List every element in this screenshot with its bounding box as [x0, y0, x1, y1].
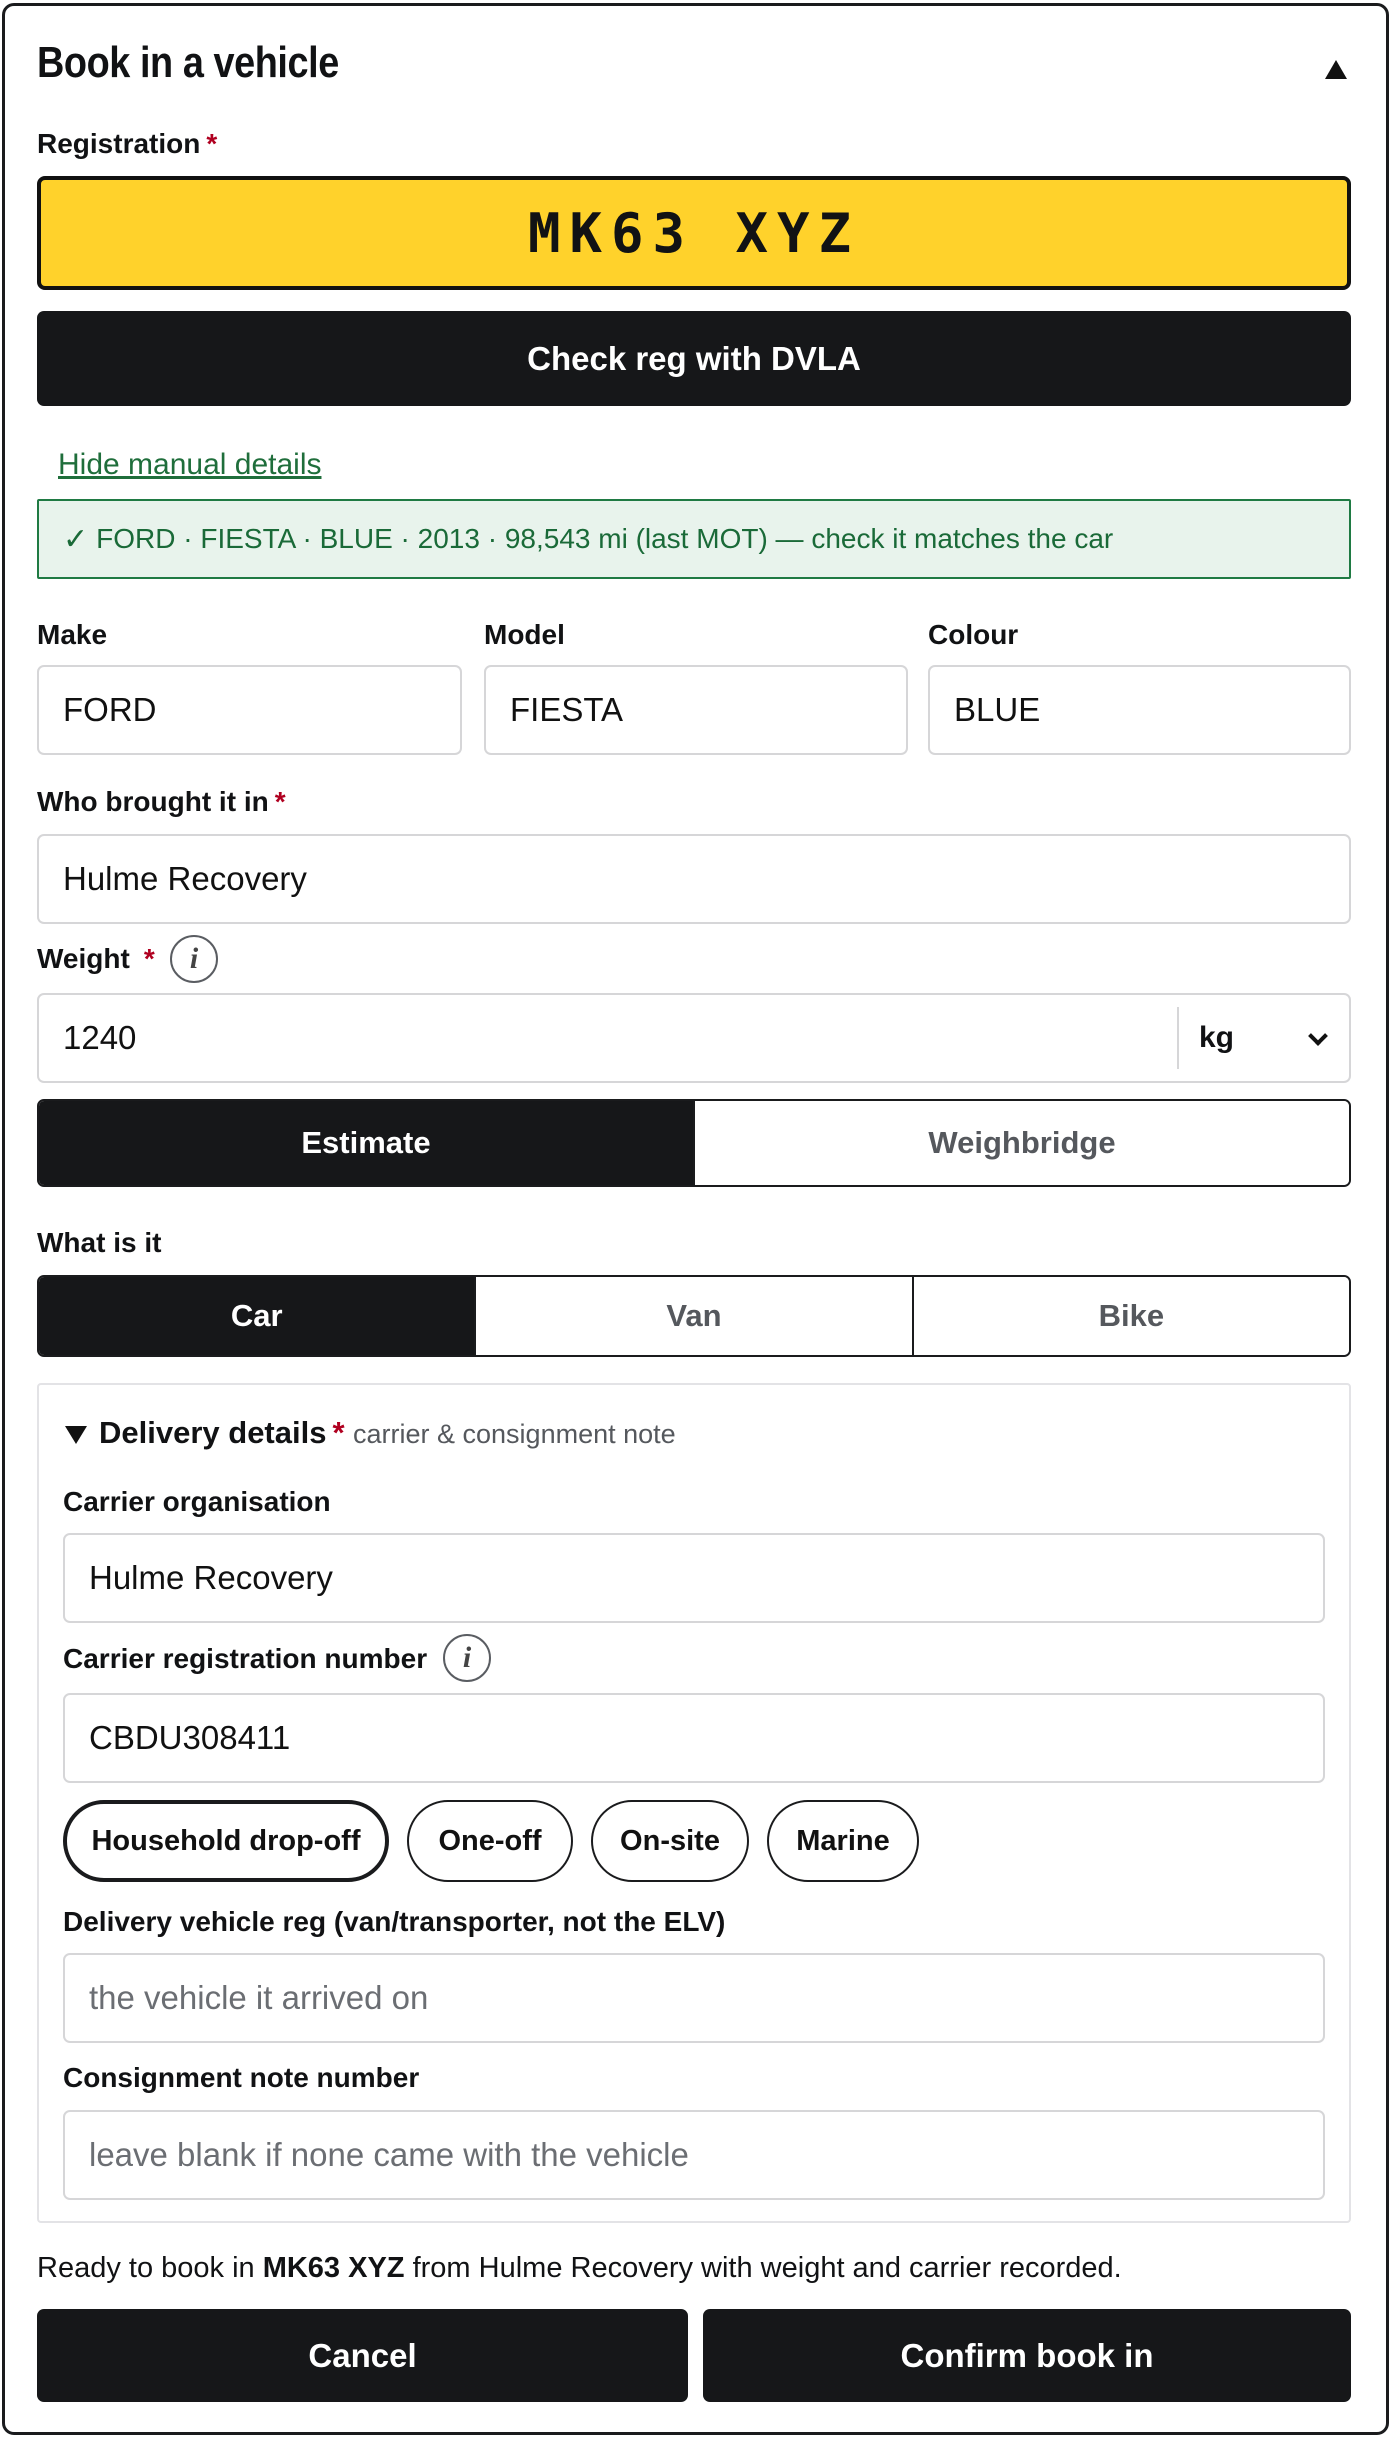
expand-triangle-icon[interactable]	[65, 1426, 87, 1444]
cancel-button[interactable]: Cancel	[37, 2309, 688, 2402]
brought-in-label-text: Who brought it in	[37, 786, 269, 817]
delivery-subtitle: carrier & consignment note	[353, 1419, 676, 1449]
registration-label-text: Registration	[37, 128, 201, 159]
collapse-arrow-icon[interactable]	[1321, 56, 1351, 86]
hide-manual-details-link[interactable]: Hide manual details	[58, 448, 322, 481]
dvla-result-text: FORD · FIESTA · BLUE · 2013 · 98,543 mi (last MOT) — check it matches the car	[96, 523, 1114, 554]
booking-summary	[37, 2252, 1122, 2285]
carrier-org-input[interactable]	[63, 1533, 1325, 1623]
delivery-details-panel	[37, 1383, 1351, 2223]
weight-label-text: Weight	[37, 943, 130, 974]
delivery-reg-label: Delivery vehicle reg (van/transporter, not the ELV)	[63, 1906, 726, 1937]
make-input[interactable]	[37, 665, 462, 755]
type-label: What is it	[37, 1227, 162, 1258]
summary-reg: MK63 XYZ	[262, 2252, 405, 2284]
method-estimate[interactable]: Estimate	[39, 1101, 695, 1185]
make-label: Make	[37, 619, 108, 650]
dvla-result-banner	[37, 499, 1351, 579]
model-label: Model	[484, 619, 565, 650]
brought-in-label	[37, 786, 286, 818]
weight-info-icon[interactable]: i	[170, 935, 218, 983]
unit-select[interactable]	[1199, 995, 1339, 1081]
consignment-label: Consignment note number	[63, 2062, 420, 2093]
carrier-type-household[interactable]: Household drop-off	[63, 1800, 389, 1882]
check-icon: ✓	[63, 522, 89, 556]
delivery-reg-input[interactable]	[63, 1953, 1325, 2043]
summary-prefix: Ready to book in	[37, 2252, 263, 2284]
divider	[1177, 1007, 1179, 1069]
weight-input[interactable]	[39, 995, 1179, 1081]
carrier-type-on-site[interactable]: On-site	[591, 1800, 749, 1882]
carrier-reg-input[interactable]	[63, 1693, 1325, 1783]
required-mark: *	[143, 943, 155, 974]
carrier-type-one-off[interactable]: One-off	[407, 1800, 573, 1882]
carrier-reg-info-icon[interactable]: i	[443, 1634, 491, 1682]
registration-label	[37, 128, 217, 160]
colour-label: Colour	[928, 619, 1019, 650]
header	[37, 38, 1351, 98]
brought-in-input[interactable]	[37, 834, 1351, 924]
page-title: Book in a vehicle	[37, 38, 339, 87]
consignment-input[interactable]	[63, 2110, 1325, 2200]
colour-input[interactable]	[928, 665, 1351, 755]
carrier-org-label: Carrier organisation	[63, 1486, 331, 1517]
confirm-book-in-button[interactable]: Confirm book in	[703, 2309, 1351, 2402]
model-input[interactable]	[484, 665, 908, 755]
unit-value: kg	[1199, 1021, 1235, 1054]
vehicle-type-toggle	[37, 1275, 1351, 1357]
type-van[interactable]: Van	[476, 1277, 913, 1355]
carrier-reg-label: Carrier registration number	[63, 1643, 428, 1674]
type-car[interactable]: Car	[39, 1277, 476, 1355]
delivery-title-text: Delivery details	[99, 1415, 327, 1450]
required-mark: *	[274, 786, 286, 817]
carrier-type-marine[interactable]: Marine	[767, 1800, 919, 1882]
type-bike[interactable]: Bike	[914, 1277, 1349, 1355]
chevron-down-icon	[1308, 1026, 1328, 1046]
weight-label	[37, 943, 155, 975]
check-dvla-button[interactable]: Check reg with DVLA	[37, 311, 1351, 406]
required-mark: *	[332, 1415, 345, 1450]
required-mark: *	[206, 128, 218, 159]
summary-suffix: from Hulme Recovery with weight and carrier recorded.	[404, 2252, 1122, 2284]
weight-field	[37, 993, 1351, 1083]
weight-method-toggle	[37, 1099, 1351, 1187]
delivery-title[interactable]	[99, 1415, 345, 1451]
method-weighbridge[interactable]: Weighbridge	[695, 1101, 1349, 1185]
registration-plate-input[interactable]: MK63 XYZ	[37, 176, 1351, 290]
